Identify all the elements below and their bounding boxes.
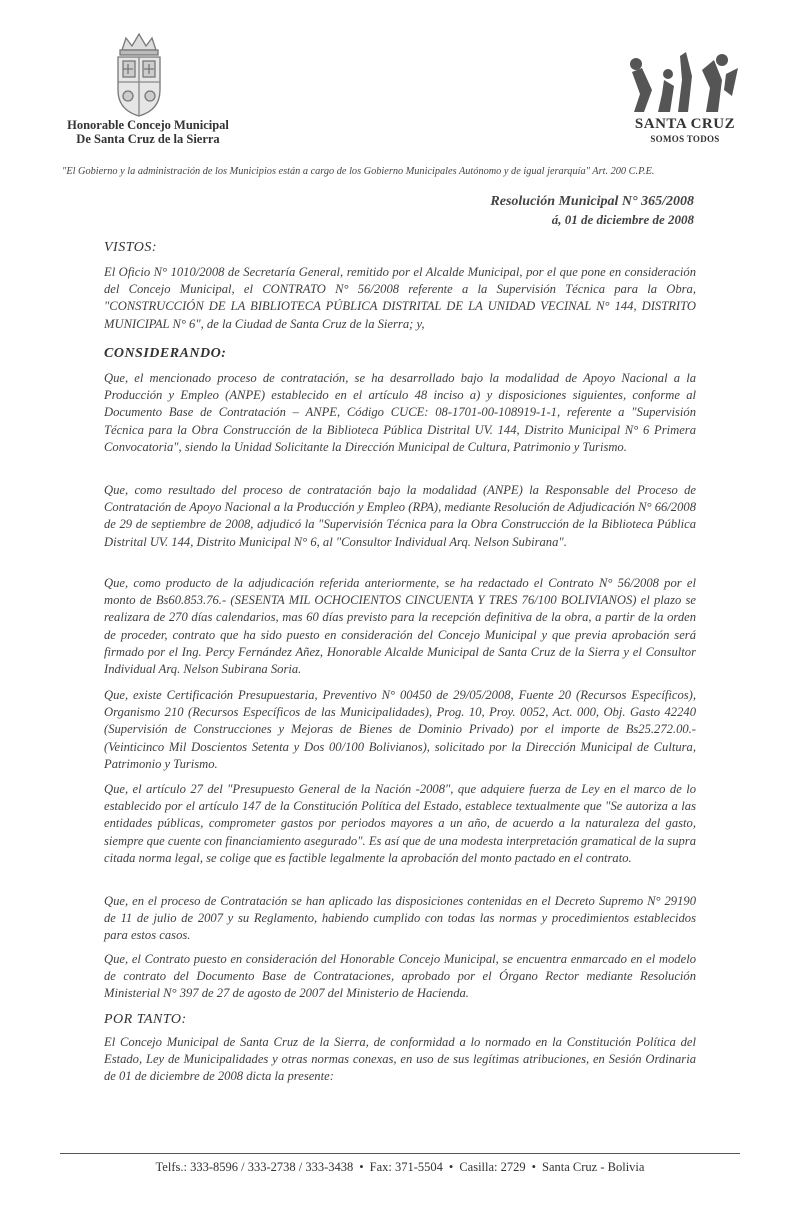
bullet-separator: • — [531, 1160, 537, 1174]
considerando-paragraph: Que, el mencionado proceso de contratación, se ha desarrollado bajo la modalidad de Apoyo Nacional a la Producción y Empleo (ANPE) establecido en el artículo 48 inciso a) y disposiciones siguientes, conforme al Documento Base de Contratación – ANPE, Código CUCE: 08-1701-00-108919-1-1, referente a "Supervisión Técnica para la Obra Construcción de la Biblioteca Pública Distrital UV. 144, Distrito Municipal N° 6 Primera Convocatoria", siendo la Unidad Solicitante la Dirección Municipal de Cultura, Patrimonio y Turismo. — [104, 371, 696, 454]
considerando-paragraph: Que, el Contrato puesto en consideración del Honorable Concejo Municipal, se encuentra enmarcado en el modelo de contrato del Documento Base de Contrataciones, aprobado por el Órgano Rector mediante Resolución Ministerial N° 397 de 27 de agosto de 2007 del Ministerio de Hacienda. — [104, 952, 696, 1001]
footer-location: Santa Cruz - Bolivia — [542, 1160, 645, 1174]
brand-name: SANTA CRUZ — [626, 116, 744, 133]
considerando-paragraph: Que, en el proceso de Contratación se han aplicado las disposiciones contenidas en el Decreto Supremo N° 29190 de 11 de julio de 2007 y su Reglamento, habiendo cumplido con todas las normas y procedimientos establecidos para estos casos. — [104, 894, 696, 943]
footer-phones: Telfs.: 333-8596 / 333-2738 / 333-3438 — [155, 1160, 354, 1174]
footer-fax: Fax: 371-5504 — [369, 1160, 443, 1174]
considerando-heading: CONSIDERANDO: — [104, 346, 227, 361]
vistos-paragraph: El Oficio N° 1010/2008 de Secretaría General, remitido por el Alcalde Municipal, por el que pone en consideración del Concejo Municipal, el CONTRATO N° 56/2008 referente a la Supervisión Técnica para la Obra, "CONSTRUCCIÓN DE LA BIBLIOTECA PÚBLICA DISTRITAL DE LA UNIDAD VECINAL N° 144, DISTRITO MUNICIPAL N° 6", de la Ciudad de Santa Cruz de la Sierra; y, — [104, 265, 696, 331]
constitution-quote: "El Gobierno y la administración de los Municipios están a cargo de los Gobierno Municipales Autónomo y de igual jerarquía" Art. 200 C.P.E. — [62, 166, 655, 177]
coat-of-arms-logo — [108, 30, 170, 118]
bullet-separator: • — [448, 1160, 454, 1174]
brand-tagline: SOMOS TODOS — [650, 134, 720, 144]
resolution-date: á, 01 de diciembre de 2008 — [551, 212, 694, 227]
considerando-paragraph: Que, existe Certificación Presupuestaria, Preventivo N° 00450 de 29/05/2008, Fuente 20 (Recursos Específicos), Organismo 210 (Recursos Específicos de las Municipalidades), Prog. 10, Proy. 0052, Act. 000, Obj. Gasto 42240 (Supervisión de Construcciones y Mejoras de Bienes de Dominio Privado) por el importe de Bs25.272.00.- (Veinticinco Mil Doscientos Setenta y Dos 00/100 Bolivianos), solicitado por la Dirección Municipal de Cultura, Patrimonio y Turismo. — [104, 688, 696, 771]
resolution-number: Resolución Municipal N° 365/2008 — [490, 194, 694, 209]
considerando-paragraph: Que, como resultado del proceso de contratación bajo la modalidad (ANPE) la Responsable del Proceso de Contratación de Apoyo Nacional a la Producción y Empleo (RPA), mediante Resolución de Adjudicación N° 66/2008 de 29 de septiembre de 2008, adjudicó la "Supervisión Técnica para la Obra Construcción de la Biblioteca Pública Distrital UV. 144, Distrito Municipal N° 6, al "Consultor Individual Arq. Nelson Subirana". — [104, 483, 696, 549]
council-line-2: De Santa Cruz de la Sierra — [76, 132, 220, 146]
council-name — [58, 118, 238, 146]
footer-contact — [60, 1160, 740, 1175]
portanto-heading: POR TANTO: — [104, 1012, 187, 1027]
council-line-1: Honorable Concejo Municipal — [67, 118, 229, 132]
vistos-heading: VISTOS: — [104, 240, 158, 255]
bullet-separator: • — [359, 1160, 364, 1174]
portanto-paragraph: El Concejo Municipal de Santa Cruz de la Sierra, de conformidad a lo normado en la Constitución Política del Estado, Ley de Municipalidades y otras normas conexas, en uso de sus legítimas atribuciones, en Sesión Ordinaria de 01 de diciembre de 2008 dicta la presente: — [104, 1035, 696, 1084]
footer-divider — [60, 1153, 740, 1154]
considerando-paragraph: Que, como producto de la adjudicación referida anteriormente, se ha redactado el Contrato N° 56/2008 por el monto de Bs60.853.76.- (SESENTA MIL OCHOCIENTOS CINCUENTA Y TRES 76/100 BOLIVIANOS) el plazo se realizara de 270 días calendarios, mas 60 días previsto para la recepción definitiva de la obra, a partir de la orden de proceder, contrato que ha sido puesto en consideración del Concejo Municipal y que previa aprobación será firmado por el Ing. Percy Fernández Añez, Honorable Alcalde Municipal de Santa Cruz de la Sierra y el Consultor Individual Arq. Nelson Subirana Soria. — [104, 576, 696, 677]
footer-casilla: Casilla: 2729 — [459, 1160, 526, 1174]
considerando-paragraph: Que, el artículo 27 del "Presupuesto General de la Nación -2008", que adquiere fuerza de Ley en el marco de lo establecido por el artículo 147 de la Constitución Política del Estado, establece textualmente que "Se autoriza a las entidades públicas, comprometer gastos por periodos mayores a un año, de acuerdo a la naturaleza del gasto, siempre que cuente con financiamiento asegurado". Es así que de una modesta interpretación gramatical de la supra citada norma legal, se colige que es factible legalmente la aprobación del monto pactado en el contrato. — [104, 782, 696, 865]
